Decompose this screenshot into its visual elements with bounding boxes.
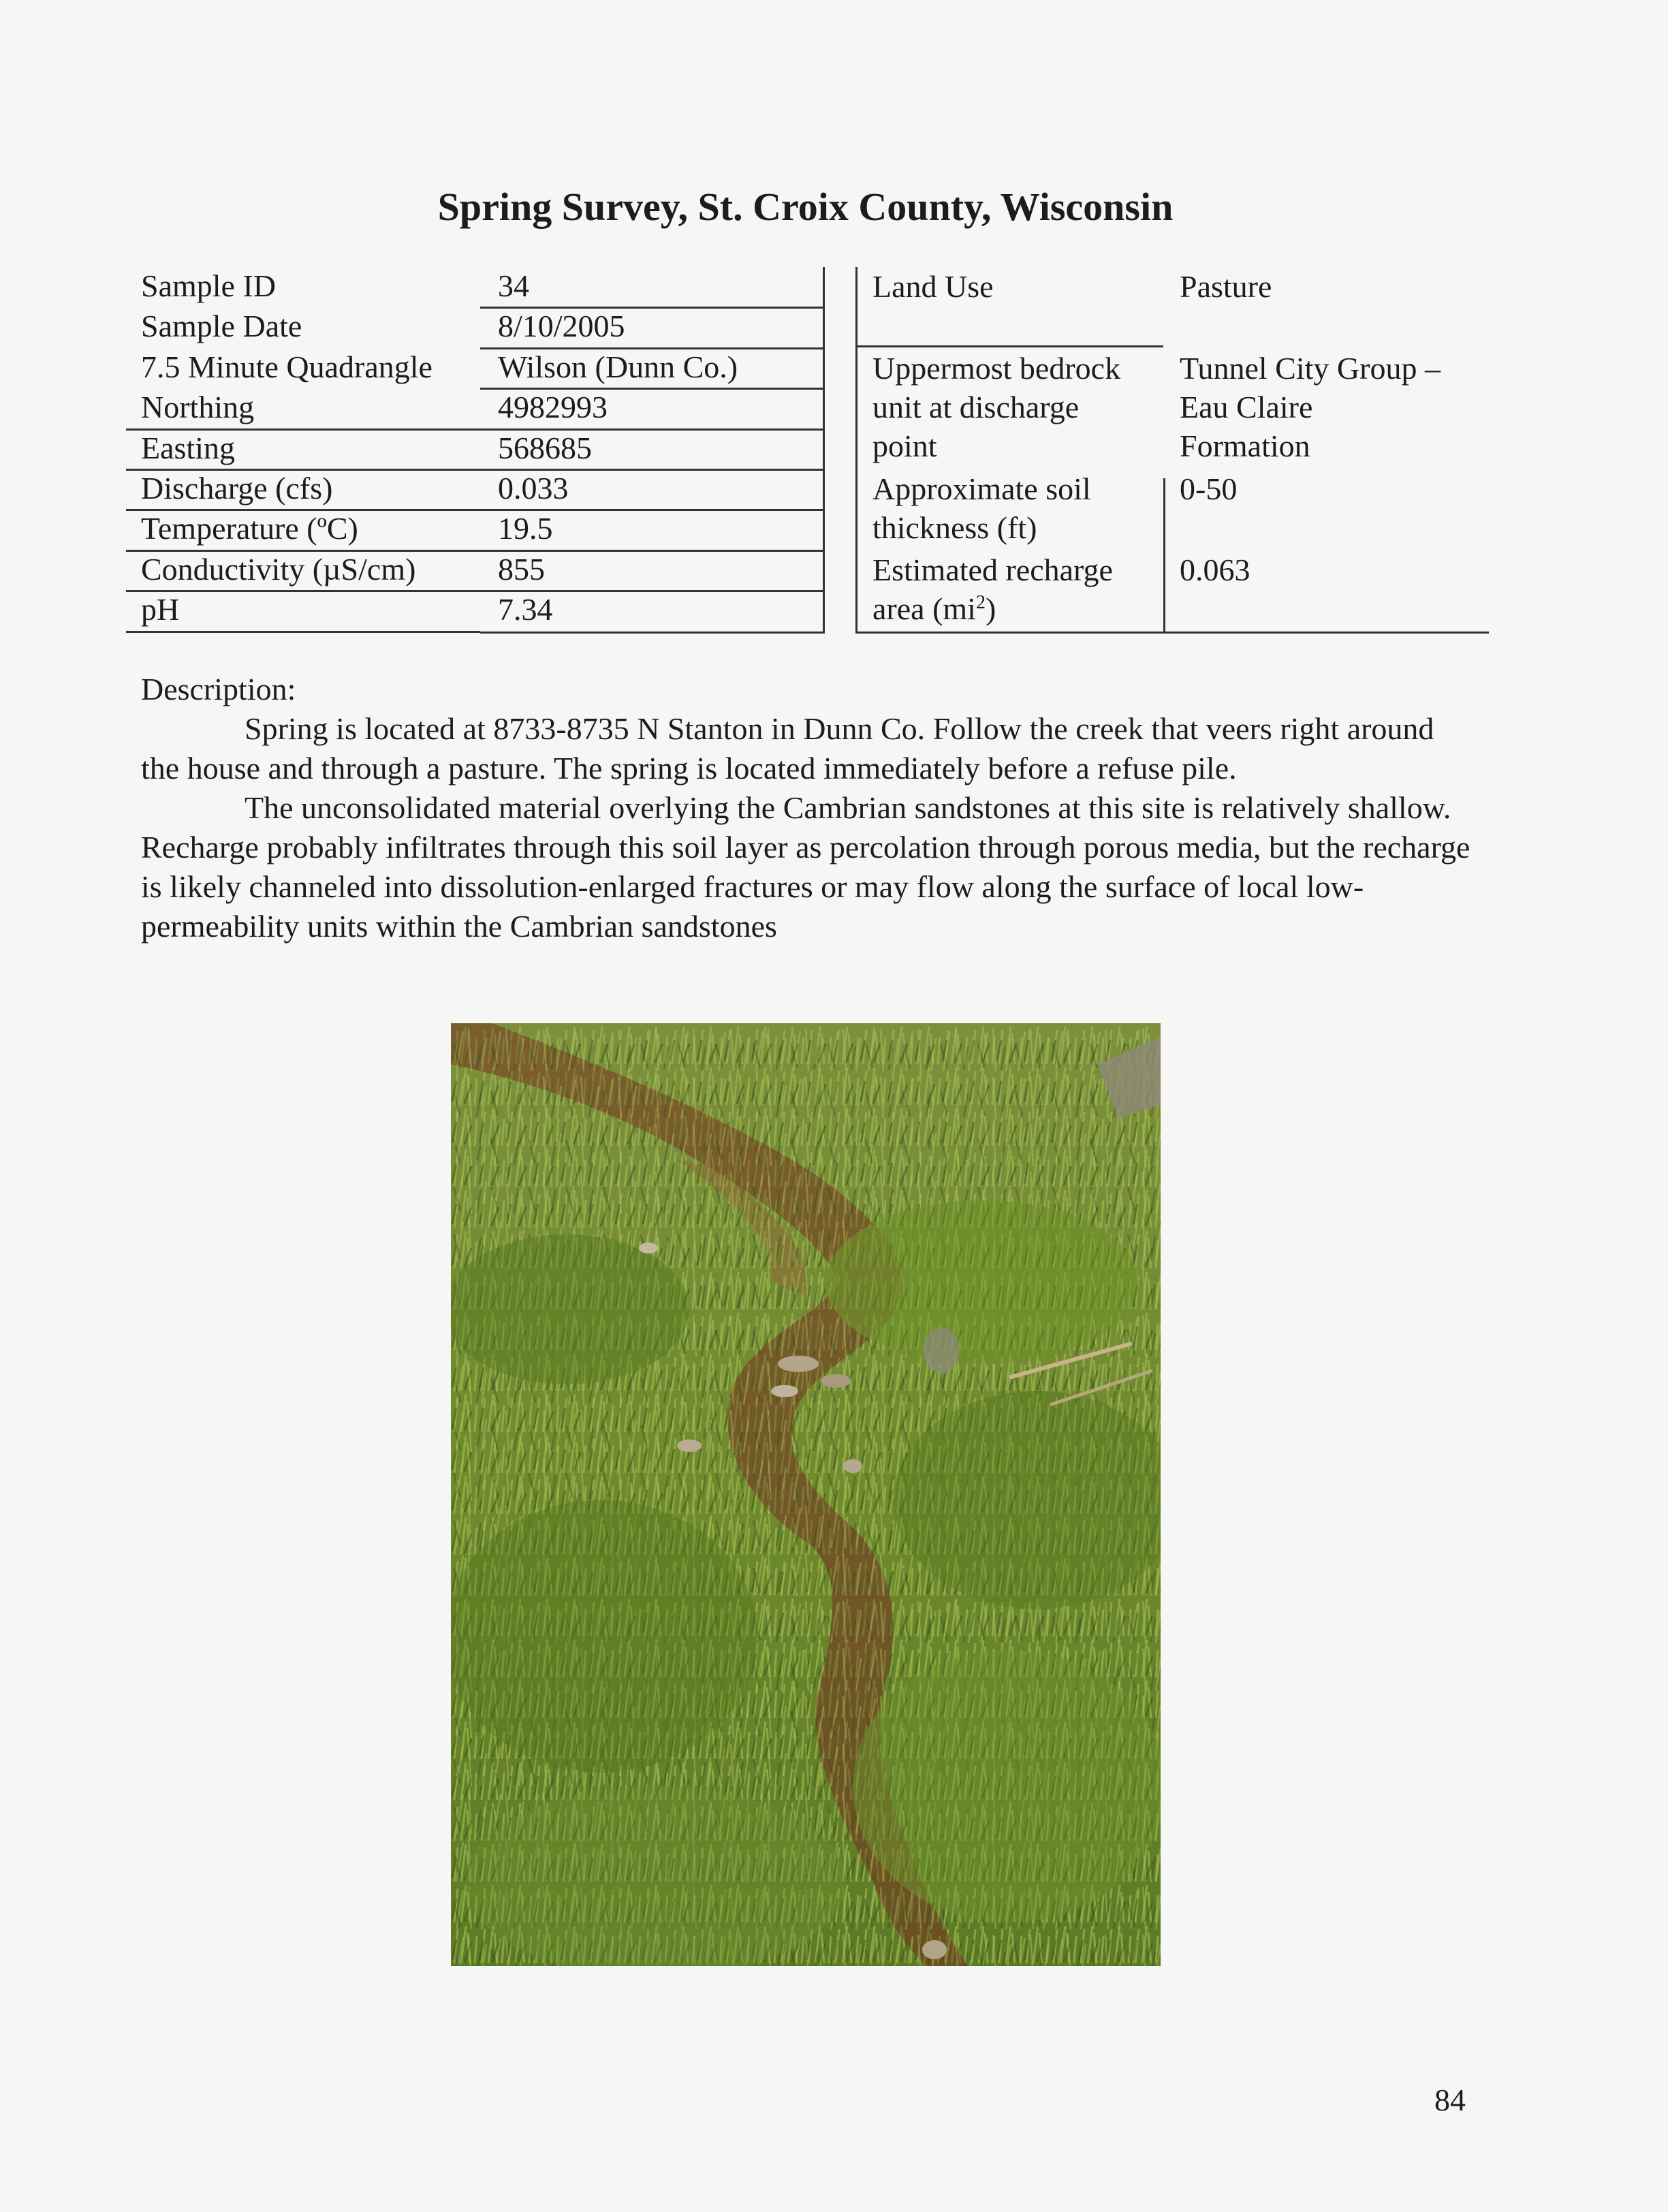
table-rule xyxy=(480,388,825,390)
bedrock-value: Eau Claire xyxy=(1180,390,1313,424)
table-row xyxy=(126,348,823,388)
page-number: 84 xyxy=(1434,2083,1466,2117)
bedrock-label: point xyxy=(872,429,937,463)
sample-data-table xyxy=(126,267,823,632)
row-label: 7.5 Minute Quadrangle xyxy=(141,349,432,384)
table-row xyxy=(126,550,823,591)
row-label: pH xyxy=(141,592,180,627)
table-rule xyxy=(480,632,825,634)
row-value: 34 xyxy=(498,268,529,303)
table-rule xyxy=(126,550,825,552)
row-label: Discharge (cfs) xyxy=(141,470,333,505)
recharge-label: Estimated recharge xyxy=(872,552,1113,587)
bedrock-label: Uppermost bedrock xyxy=(872,351,1121,386)
table-divider xyxy=(855,267,857,634)
description-paragraph: Spring is located at 8733-8735 N Stanton in Dunn Co. Follow the creek that veers right around the house and through a pasture. The spring is located immediately before a refuse pile. xyxy=(141,711,1434,785)
table-row xyxy=(126,307,823,347)
table-rule xyxy=(126,509,825,511)
row-label: Temperature (ºC) xyxy=(141,511,358,546)
site-info-table xyxy=(855,267,1489,634)
land-use-value: Pasture xyxy=(1180,269,1272,304)
table-rule xyxy=(126,590,825,592)
table-row xyxy=(126,429,823,469)
row-value: 19.5 xyxy=(498,511,553,546)
superscript: 2 xyxy=(975,592,986,613)
description xyxy=(141,670,1476,946)
bedrock-value: Formation xyxy=(1180,429,1310,463)
table-row xyxy=(126,267,823,307)
table-rule xyxy=(855,632,1489,634)
bedrock-value: Tunnel City Group – xyxy=(1180,351,1441,386)
table-rule xyxy=(480,307,825,309)
row-label: Sample ID xyxy=(141,268,277,303)
table-row xyxy=(126,388,823,429)
table-rule xyxy=(855,345,1163,347)
table-rule xyxy=(126,429,825,431)
recharge-label-text: area (mi xyxy=(872,591,976,626)
description-paragraph: The unconsolidated material overlying the Cambrian sandstones at this site is relatively shallow. Recharge probably infiltrates through this soil layer as percolation through porous media, but the recharge is likely channeled into dissolution-enlarged fractures or may flow along the surface of local low-permeability units within the Cambrian sandstones xyxy=(141,790,1470,944)
table-row xyxy=(126,510,823,550)
spring-photo xyxy=(451,1023,1161,1966)
table-rule xyxy=(126,631,480,633)
soil-value: 0-50 xyxy=(1180,471,1238,506)
row-value: 0.033 xyxy=(498,470,569,505)
bedrock-label: unit at discharge xyxy=(872,390,1080,424)
row-value: 568685 xyxy=(498,430,592,465)
row-label: Sample Date xyxy=(141,309,302,344)
row-label: Northing xyxy=(141,390,255,425)
table-divider xyxy=(823,267,825,634)
table-divider xyxy=(1163,478,1165,634)
table-rule xyxy=(126,469,825,471)
row-label: Conductivity (µS/cm) xyxy=(141,551,416,587)
page-title: Spring Survey, St. Croix County, Wisconsin xyxy=(437,185,1174,229)
description-heading: Description: xyxy=(141,672,296,706)
recharge-label-text: ) xyxy=(985,591,996,626)
row-value: 4982993 xyxy=(498,390,608,425)
land-use-label: Land Use xyxy=(872,269,994,304)
recharge-value: 0.063 xyxy=(1180,552,1250,587)
soil-label: Approximate soil xyxy=(872,471,1091,506)
row-value: 855 xyxy=(498,551,545,587)
soil-label: thickness (ft) xyxy=(872,510,1037,545)
table-row xyxy=(126,591,823,631)
table-rule xyxy=(480,347,825,349)
row-value: Wilson (Dunn Co.) xyxy=(498,349,738,384)
row-label: Easting xyxy=(141,430,235,465)
row-value: 8/10/2005 xyxy=(498,309,625,344)
row-value: 7.34 xyxy=(498,592,553,627)
table-row xyxy=(126,469,823,510)
recharge-label xyxy=(872,589,996,628)
